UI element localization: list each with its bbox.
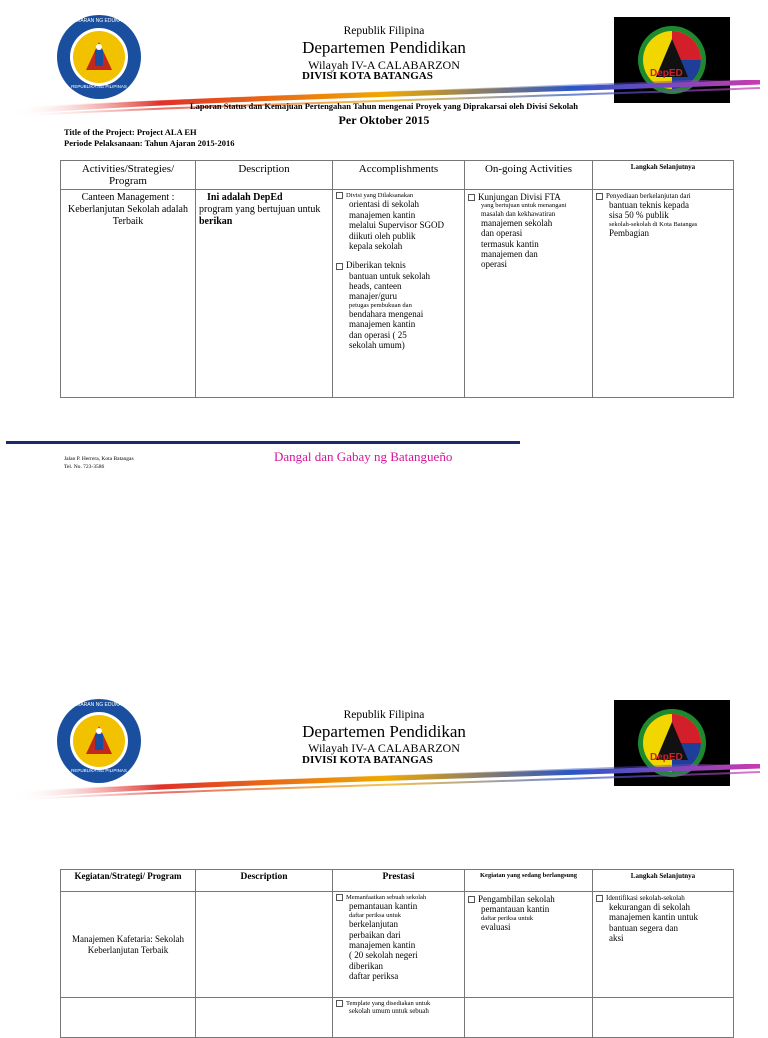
header-description: Description (196, 161, 333, 190)
region-label: Wilayah IV-A CALABARZON (308, 58, 460, 72)
activity-cell (61, 998, 196, 1038)
next-step-line: bantuan teknis kepada (609, 200, 689, 211)
ongoing-cell (465, 998, 593, 1038)
accomplishment-line: kepala sekolah (349, 240, 403, 251)
seal-text-bottom: REPUBLIKA NG PILIPINAS (71, 768, 127, 773)
accomplishments-cell (333, 190, 465, 398)
accomplishment-line: Template yang disediakan untuk (346, 1000, 431, 1007)
next-step-line: Penyediaan berkelanjutan dari (606, 192, 691, 200)
accomplishment-line: sekolah umum) (349, 340, 405, 351)
accomplishment-line: Memanfaatkan sebuah sekolah (346, 894, 427, 901)
department-title: Departemen Pendidikan (302, 722, 466, 741)
ongoing-line: operasi (481, 259, 507, 270)
accomplishment-line: manajemen kantin (349, 319, 416, 330)
region-label: Wilayah IV-A CALABARZON (308, 741, 460, 755)
next-step-line: kekurangan di sekolah (609, 902, 690, 913)
header-accomplishments: Accomplishments (333, 161, 465, 190)
header-next-steps: Langkah Selanjutnya (593, 161, 734, 190)
division-label: DIVISI KOTA BATANGAS (302, 754, 433, 766)
ongoing-line: yang bertujuan untuk menangani (481, 202, 567, 210)
description-cell (196, 892, 333, 998)
accomplishments-cell (333, 998, 465, 1038)
ongoing-cell (465, 190, 593, 398)
description-line: Ini adalah DepEd (207, 192, 283, 203)
implementation-period: Periode Pelaksanaan: Tahun Ajaran 2015-2016 (64, 138, 235, 148)
ongoing-line: daftar periksa untuk (481, 914, 533, 922)
republic-label: Republik Filipina (343, 25, 425, 37)
accomplishment-line: manajer/guru (349, 291, 397, 302)
checkbox-icon (468, 194, 475, 201)
header-ongoing: On-going Activities (465, 161, 593, 190)
accomplishment-line: bantuan untuk sekolah (349, 270, 430, 281)
ongoing-line: Kunjungan Divisi FTA (478, 192, 561, 202)
ongoing-line: manajemen sekolah (481, 217, 553, 228)
report-title: Laporan Status dan Kemajuan Pertengahan Tahun mengenai Proyek yang Diprakarsai oleh Divisi Sekolah (189, 101, 579, 111)
logo-text: DepED (650, 752, 683, 763)
ongoing-line: dan operasi (481, 228, 523, 239)
republic-label: Republik Filipina (343, 709, 425, 721)
activity-name: Canteen Management : (81, 192, 175, 203)
next-step-line: sisa 50 % publik (609, 210, 669, 221)
next-steps-cell (593, 892, 734, 998)
footer-motto: Dangal dan Gabay ng Batangueño (274, 449, 453, 464)
accomplishment-line: orientasi di sekolah (349, 199, 419, 210)
description-line: program yang bertujuan untuk (199, 204, 321, 215)
accomplishment-line: berkelanjutan (349, 919, 398, 930)
description-line: berikan (199, 216, 233, 227)
checkbox-icon (596, 193, 603, 200)
checkbox-icon (336, 1000, 343, 1007)
accomplishment-line: manajemen kantin (349, 939, 416, 950)
checkbox-icon (468, 896, 475, 903)
logo-text: DepED (650, 68, 683, 79)
accomplishment-line: pemantauan kantin (349, 901, 418, 912)
description-cell (196, 190, 333, 398)
ongoing-line: evaluasi (481, 922, 511, 933)
seal-text-top: KAGAWARAN NG EDUKASYON (62, 702, 136, 708)
status-table (60, 160, 734, 398)
accomplishment-line: melalui Supervisor SGOD (349, 220, 444, 231)
accomplishment-line: daftar periksa (349, 971, 399, 981)
seal-text-bottom: REPUBLIKA NG PILIPINAS (71, 84, 127, 89)
ongoing-line: masalah dan kekhawatiran (481, 209, 556, 218)
accomplishment-line: Diberikan teknis (346, 260, 406, 271)
accomplishment-line: diikuti oleh publik (349, 230, 416, 241)
division-label: DIVISI KOTA BATANGAS (302, 70, 433, 82)
accomplishments-cell (333, 892, 465, 998)
next-step-line: Pembagian (609, 228, 649, 239)
accomplishment-line: diberikan (349, 960, 383, 971)
accomplishment-line: Divisi yang Dilaksanakan (346, 192, 414, 199)
header-activities: Activities/Strategies/ Program (61, 161, 196, 190)
accomplishment-line: manajemen kantin (349, 209, 416, 220)
accomplishment-line: dan operasi ( 25 (349, 329, 407, 340)
decorative-swoosh (0, 764, 768, 804)
activity-cell (61, 190, 196, 398)
project-title: Title of the Project: Project ALA EH (64, 127, 197, 137)
checkbox-icon (336, 894, 343, 901)
activity-cell: Manajemen Kafetaria: Sekolah Keberlanjutan Terbaik (61, 892, 196, 998)
seal-text-top: KAGAWARAN NG EDUKASYON (62, 18, 136, 24)
status-table (60, 869, 734, 1038)
address-line: Jalan P. Herrera, Kota Batangas (64, 456, 134, 462)
header-description: Description (196, 870, 333, 892)
accomplishment-line: ( 20 sekolah negeri (349, 950, 418, 961)
phone-line: Tel. No. 723-3586 (64, 464, 105, 471)
description-cell (196, 998, 333, 1038)
next-step-line: manajemen kantin untuk (609, 912, 698, 923)
ongoing-cell (465, 892, 593, 998)
checkbox-icon (336, 263, 343, 270)
accomplishment-line: bendahara mengenai (349, 309, 424, 320)
accomplishment-line: petugas pembukuan dan (349, 301, 412, 309)
accomplishment-line: sekolah umum untuk sebuah (349, 1007, 429, 1016)
header-next-steps: Langkah Selanjutnya (593, 870, 734, 892)
ongoing-line: pemantauan kantin (481, 904, 550, 915)
checkbox-icon (336, 192, 343, 199)
header-accomplishments: Prestasi (333, 870, 465, 892)
accomplishment-line: perbaikan dari (349, 929, 401, 940)
accomplishment-line: daftar periksa untuk (349, 911, 401, 919)
department-title: Departemen Pendidikan (302, 38, 466, 57)
next-step-line: Identifikasi sekolah-sekolah (606, 894, 685, 902)
checkbox-icon (596, 895, 603, 902)
next-step-line: bantuan segera dan (609, 922, 678, 933)
header-activities: Kegiatan/Strategi/ Program (61, 870, 196, 892)
activity-subtitle: Keberlanjutan Sekolah adalah Terbaik (68, 204, 188, 227)
next-step-line: sekolah-sekolah di Kota Batangas (609, 220, 698, 228)
accomplishment-line: heads, canteen (349, 280, 402, 291)
next-steps-cell (593, 998, 734, 1038)
ongoing-line: manajemen dan (481, 248, 538, 259)
footer-divider (6, 441, 520, 444)
report-month: Per Oktober 2015 (338, 113, 430, 127)
ongoing-line: termasuk kantin (481, 238, 539, 249)
ongoing-line: Pengambilan sekolah (478, 894, 555, 904)
footer-address (64, 455, 134, 472)
next-step-line: aksi (609, 933, 624, 944)
next-steps-cell (593, 190, 734, 398)
header-ongoing: Kegiatan yang sedang berlangsung (465, 870, 593, 892)
